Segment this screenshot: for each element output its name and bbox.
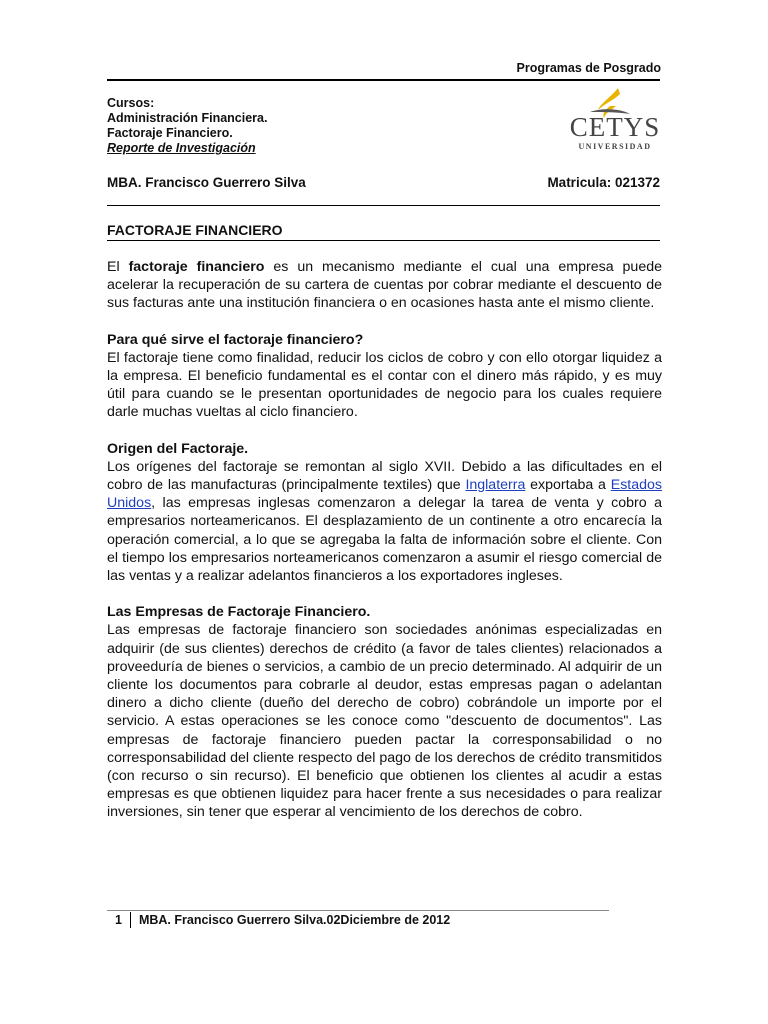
course-block: [107, 96, 267, 156]
section-heading-companies: Las Empresas de Factoraje Financiero.: [107, 604, 371, 621]
section-heading-origin: Origen del Factoraje.: [107, 440, 249, 457]
footer-divider: [130, 912, 131, 928]
page-number: 1: [115, 913, 122, 927]
author-rule: [107, 205, 660, 206]
matricula: Matricula: 021372: [547, 175, 660, 190]
courses-label: Cursos:: [107, 96, 155, 110]
report-label: Reporte de Investigación: [107, 141, 256, 155]
header-rule: [107, 79, 660, 81]
section-body-origin: Los orígenes del factoraje se remontan al siglo XVII. Debido a las dificultades en el cobro de las manufacturas (principalmente textiles) que Inglaterra exportaba a Estados Unidos, las empresas inglesas comenzaron a delegar la tarea de venta y cobro a empresarios norteamericanos. El desplazamiento de un continente a otro encarecía la operación comercial, a lo que se agregaba la falta de información sobre el cliente. Con el tiempo los empresarios norteamericanos comenzaron a asumir el riesgo comercial de las ventas y a realizar adelantos financieros a los exportadores ingleses.: [107, 458, 662, 585]
footer-text: MBA. Francisco Guerrero Silva.02Diciembre de 2012: [138, 913, 451, 927]
document-title: FACTORAJE FINANCIERO: [107, 222, 283, 238]
title-rule: [107, 240, 660, 241]
document-body: [107, 258, 662, 822]
section-body-purpose: El factoraje tiene como finalidad, reducir los ciclos de cobro y con ello otorgar liquidez a la empresa. El beneficio fundamental es el contar con el dinero más rápido, y es muy útil para cuando se le presentan oportunidades de negocio para los cuales requiere darle muchas vueltas al ciclo financiero.: [107, 349, 662, 421]
link-inglaterra[interactable]: Inglaterra: [465, 477, 526, 494]
section-body-companies: Las empresas de factoraje financiero son sociedades anónimas especializadas en adquirir (de sus clientes) derechos de crédito (a favor de tales clientes) relacionados a proveeduría de bienes o servicios, a cambio de un precio determinado. Al adquirir de un cliente los documentos para cobrarle al deudor, estas empresas pagan o adelantan dinero a dicho cliente (dueño del derecho de cobro) cobrándole un importe por el servicio. A estas operaciones se les conoce como "descuento de documentos". Las empresas de factoraje financiero pueden pactar la corresponsabilidad o no corresponsabilidad del cliente respecto del pago de los derechos de crédito transmitidos (con recurso o sin recurso). El beneficio que obtienen los clientes al acudir a estas empresas es que obtienen liquidez para hacer frente a sus necesidades o para realizar inversiones, sin tener que esperar al vencimiento de los derechos de cobro.: [107, 622, 662, 821]
intro-paragraph: El factoraje financiero es un mecanismo mediante el cual una empresa puede acelerar la recuperación de su cartera de cuentas por cobrar mediante el descuento de sus facturas ante una institución financiera o en ocasiones hasta ante el mismo cliente.: [107, 259, 662, 312]
page-footer: [115, 912, 450, 928]
section-heading-purpose: Para qué sirve el factoraje financiero?: [107, 331, 364, 348]
footer-rule: [107, 910, 609, 911]
author-row: [107, 175, 660, 190]
author-name: MBA. Francisco Guerrero Silva: [107, 175, 306, 190]
program-header: Programas de Posgrado: [516, 61, 661, 75]
cetys-logo: [560, 84, 670, 154]
course-2: Factoraje Financiero.: [107, 126, 233, 140]
link-estados-unidos[interactable]: Estados Unidos: [107, 477, 662, 512]
logo-subtext: UNIVERSIDAD: [578, 142, 652, 151]
course-1: Administración Financiera.: [107, 111, 268, 125]
logo-text: CETYS: [569, 112, 661, 142]
